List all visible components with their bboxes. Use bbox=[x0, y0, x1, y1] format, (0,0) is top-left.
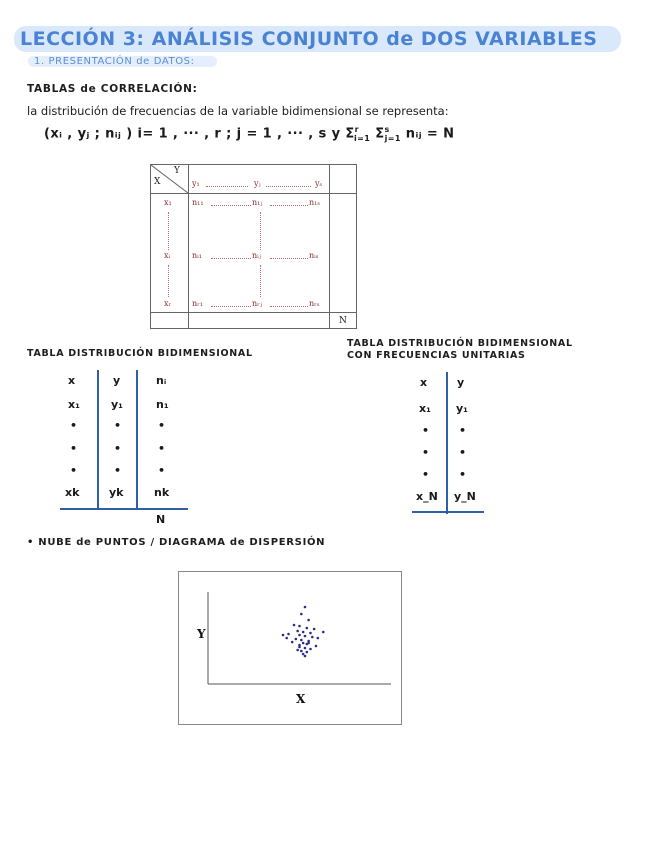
cell-y1: y₁ bbox=[456, 402, 468, 415]
cell-nij: nᵢⱼ bbox=[252, 251, 261, 260]
scatter-point bbox=[295, 638, 298, 641]
unit-table bbox=[410, 372, 500, 522]
scatter-point bbox=[306, 651, 309, 654]
scatter-point bbox=[287, 633, 290, 636]
cell-yk: yk bbox=[109, 486, 124, 499]
scatter-point bbox=[298, 625, 301, 628]
scatter-point bbox=[309, 632, 312, 635]
row-header-xr: xᵣ bbox=[164, 299, 172, 308]
cell-nrj: nᵣⱼ bbox=[252, 299, 263, 308]
scatter-point bbox=[285, 637, 288, 640]
header-y: y bbox=[113, 374, 121, 387]
dot: • bbox=[422, 446, 430, 459]
header-x: x bbox=[420, 376, 428, 389]
sum-i-symbol: Σ bbox=[345, 126, 355, 142]
sum-j-upper: s bbox=[384, 125, 390, 134]
sum-i-lower: i=1 bbox=[354, 133, 371, 143]
sum-j-symbol: Σ bbox=[375, 126, 385, 142]
dot: • bbox=[158, 442, 166, 455]
formula-right: nᵢⱼ = N bbox=[405, 126, 455, 142]
corner-x-label: X bbox=[154, 177, 161, 187]
dot: • bbox=[114, 442, 122, 455]
scatter-point bbox=[302, 653, 305, 656]
scatter-point bbox=[304, 647, 307, 650]
scatter-point bbox=[300, 613, 303, 616]
dot: • bbox=[459, 468, 467, 481]
cell-ni1: nᵢ₁ bbox=[192, 251, 202, 260]
scatter-plot-frame bbox=[178, 571, 402, 725]
scatter-point bbox=[300, 650, 303, 653]
scatter-point bbox=[315, 645, 318, 648]
dot: • bbox=[70, 419, 78, 432]
scatter-point bbox=[322, 631, 325, 634]
cell-x1: x₁ bbox=[419, 402, 431, 415]
cell-xk: xk bbox=[65, 486, 80, 499]
scatter-point bbox=[304, 606, 307, 609]
x-axis-label: X bbox=[296, 692, 306, 706]
scatter-point bbox=[300, 639, 303, 642]
cell-nrs: nᵣₛ bbox=[309, 299, 320, 308]
section-subtitle: 1. PRESENTACIÓN de DATOS: bbox=[28, 56, 217, 67]
cell-nr1: nᵣ₁ bbox=[192, 299, 204, 308]
scatter-point bbox=[296, 649, 299, 652]
dot: • bbox=[422, 468, 430, 481]
scatter-point bbox=[291, 641, 294, 644]
bidim-table bbox=[60, 370, 200, 530]
cell-nk: nk bbox=[154, 486, 170, 499]
cell-x1: x₁ bbox=[68, 398, 80, 411]
col-header-y1: y₁ bbox=[192, 179, 200, 188]
dot: • bbox=[459, 424, 467, 437]
sum-i-upper: r bbox=[354, 125, 360, 134]
scatter-point bbox=[304, 635, 307, 638]
cell-n1: n₁ bbox=[156, 398, 169, 411]
scatter-point bbox=[307, 619, 310, 622]
scatter-points bbox=[282, 606, 325, 658]
scatter-point bbox=[306, 627, 309, 630]
dot: • bbox=[70, 442, 78, 455]
dot: • bbox=[114, 419, 122, 432]
scatter-point bbox=[304, 655, 307, 658]
unit-heading-line2: CON FRECUENCIAS UNITARIAS bbox=[347, 350, 526, 361]
scatter-plot bbox=[179, 572, 401, 724]
scatter-point bbox=[307, 642, 310, 645]
y-axis-label: Y bbox=[197, 627, 206, 641]
scatter-point bbox=[313, 628, 316, 631]
col-header-yj: yⱼ bbox=[254, 179, 261, 188]
scatter-point bbox=[296, 630, 299, 633]
dot: • bbox=[70, 464, 78, 477]
col-header-ys: yₛ bbox=[315, 179, 323, 188]
scatter-point bbox=[298, 634, 301, 637]
dot: • bbox=[158, 464, 166, 477]
scatter-point bbox=[302, 631, 305, 634]
scatter-point bbox=[282, 634, 285, 637]
scatter-point bbox=[309, 648, 312, 651]
dot: • bbox=[114, 464, 122, 477]
formula-left: (xᵢ , yⱼ ; nᵢⱼ ) i= 1 , ··· , r ; j = 1 , ··· , s y bbox=[44, 126, 341, 142]
scatter-point bbox=[298, 646, 301, 649]
correlation-heading: TABLAS de CORRELACIÓN: bbox=[27, 83, 198, 95]
header-y: y bbox=[457, 376, 465, 389]
dot: • bbox=[422, 424, 430, 437]
distribution-sentence: la distribución de frecuencias de la variable bidimensional se representa: bbox=[27, 104, 449, 118]
total-n: N bbox=[156, 513, 166, 526]
cell-xN: x_N bbox=[416, 490, 438, 503]
row-header-xi: xᵢ bbox=[164, 251, 171, 260]
cell-nis: nᵢₛ bbox=[309, 251, 319, 260]
sum-j-lower: j=1 bbox=[384, 133, 401, 143]
correlation-table bbox=[150, 164, 357, 329]
frequency-formula bbox=[44, 125, 454, 143]
cell-y1: y₁ bbox=[111, 398, 123, 411]
cell-yN: y_N bbox=[454, 490, 476, 503]
scatter-heading: • NUBE de PUNTOS / DIAGRAMA de DISPERSIÓN bbox=[27, 537, 326, 548]
header-n: nᵢ bbox=[156, 374, 167, 387]
scatter-point bbox=[311, 636, 314, 639]
header-x: x bbox=[68, 374, 76, 387]
grand-total: N bbox=[339, 316, 347, 326]
row-header-x1: x₁ bbox=[164, 198, 172, 207]
corner-y-label: Y bbox=[174, 166, 180, 176]
scatter-point bbox=[317, 637, 320, 640]
unit-heading-line1: TABLA DISTRIBUCIÓN BIDIMENSIONAL bbox=[347, 338, 573, 349]
cell-n1j: n₁ⱼ bbox=[252, 198, 263, 207]
lesson-title: LECCIÓN 3: ANÁLISIS CONJUNTO de DOS VARIABLES bbox=[14, 26, 621, 52]
bidim-heading: TABLA DISTRIBUCIÓN BIDIMENSIONAL bbox=[27, 348, 253, 359]
cell-n11: n₁₁ bbox=[192, 198, 204, 207]
scatter-point bbox=[293, 624, 296, 627]
cell-n1s: n₁ₛ bbox=[309, 198, 321, 207]
dot: • bbox=[158, 419, 166, 432]
dot: • bbox=[459, 446, 467, 459]
scatter-point bbox=[302, 642, 305, 645]
